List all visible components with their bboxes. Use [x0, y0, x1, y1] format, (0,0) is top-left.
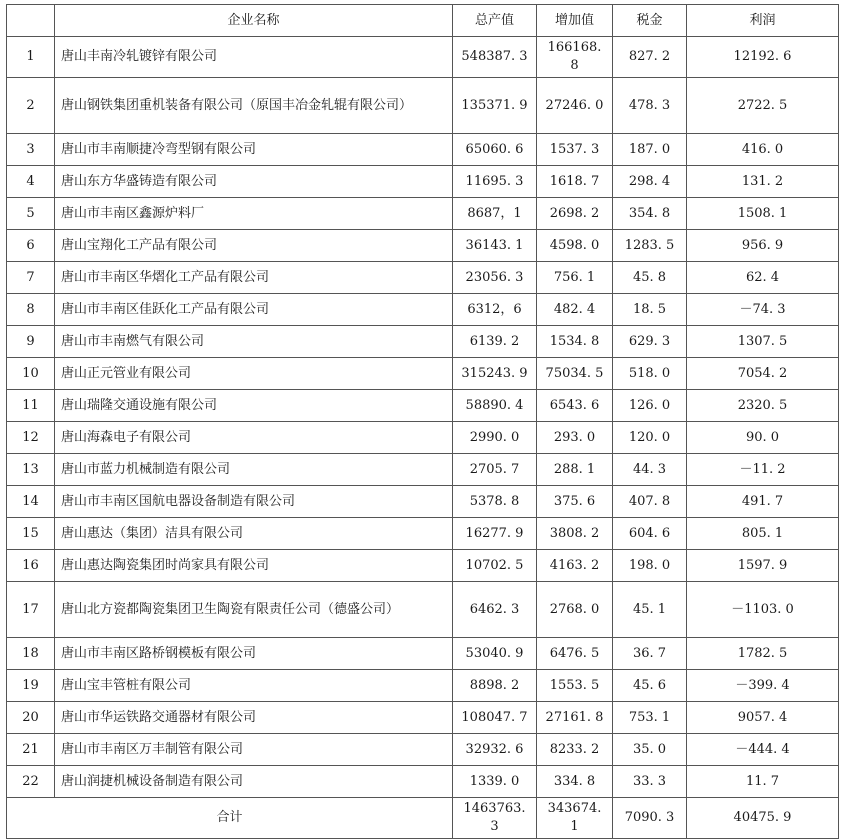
row-tax: 629. 3 — [613, 326, 687, 358]
table-row — [7, 134, 839, 166]
row-tax: 187. 0 — [613, 134, 687, 166]
total-profit: 40475. 9 — [687, 798, 839, 839]
row-tax: 44. 3 — [613, 454, 687, 486]
enterprise-table — [6, 4, 839, 839]
table-row — [7, 422, 839, 454]
row-tax: 407. 8 — [613, 486, 687, 518]
header-gross-output: 总产值 — [453, 5, 537, 37]
row-profit: 1782. 5 — [687, 638, 839, 670]
row-index: 18 — [7, 638, 55, 670]
row-profit: 416. 0 — [687, 134, 839, 166]
row-value-added: 334. 8 — [537, 766, 613, 798]
row-value-added: 27161. 8 — [537, 702, 613, 734]
row-tax: 518. 0 — [613, 358, 687, 390]
row-profit: －444. 4 — [687, 734, 839, 766]
row-index: 12 — [7, 422, 55, 454]
row-index: 13 — [7, 454, 55, 486]
row-gross-output: 1339. 0 — [453, 766, 537, 798]
row-profit: －74. 3 — [687, 294, 839, 326]
enterprise-statistics-sheet — [6, 4, 839, 839]
row-profit: 2320. 5 — [687, 390, 839, 422]
row-gross-output: 36143. 1 — [453, 230, 537, 262]
row-company-name: 唐山正元管业有限公司 — [55, 358, 453, 390]
row-value-added: 288. 1 — [537, 454, 613, 486]
table-row — [7, 638, 839, 670]
row-index: 10 — [7, 358, 55, 390]
row-value-added: 1537. 3 — [537, 134, 613, 166]
row-profit: 7054. 2 — [687, 358, 839, 390]
table-row — [7, 454, 839, 486]
row-value-added: 6476. 5 — [537, 638, 613, 670]
table-row — [7, 550, 839, 582]
row-value-added: 3808. 2 — [537, 518, 613, 550]
row-tax: 35. 0 — [613, 734, 687, 766]
table-row — [7, 198, 839, 230]
header-index — [7, 5, 55, 37]
row-gross-output: 23056. 3 — [453, 262, 537, 294]
row-profit: 9057. 4 — [687, 702, 839, 734]
row-index: 9 — [7, 326, 55, 358]
row-index: 7 — [7, 262, 55, 294]
row-gross-output: 2990. 0 — [453, 422, 537, 454]
row-profit: 2722. 5 — [687, 78, 839, 134]
row-index: 20 — [7, 702, 55, 734]
row-value-added: 482. 4 — [537, 294, 613, 326]
row-company-name: 唐山市丰南区国航电器设备制造有限公司 — [55, 486, 453, 518]
row-tax: 827. 2 — [613, 37, 687, 78]
row-index: 16 — [7, 550, 55, 582]
row-value-added: 375. 6 — [537, 486, 613, 518]
row-profit: 131. 2 — [687, 166, 839, 198]
row-gross-output: 32932. 6 — [453, 734, 537, 766]
row-gross-output: 8687，1 — [453, 198, 537, 230]
row-company-name: 唐山惠达（集团）洁具有限公司 — [55, 518, 453, 550]
row-profit: 1307. 5 — [687, 326, 839, 358]
row-value-added: 2768. 0 — [537, 582, 613, 638]
row-company-name: 唐山宝翔化工产品有限公司 — [55, 230, 453, 262]
total-tax: 7090. 3 — [613, 798, 687, 839]
table-row — [7, 582, 839, 638]
row-company-name: 唐山市华运铁路交通器材有限公司 — [55, 702, 453, 734]
row-profit: －11. 2 — [687, 454, 839, 486]
row-gross-output: 16277. 9 — [453, 518, 537, 550]
row-tax: 753. 1 — [613, 702, 687, 734]
row-value-added: 6543. 6 — [537, 390, 613, 422]
row-value-added: 27246. 0 — [537, 78, 613, 134]
row-gross-output: 8898. 2 — [453, 670, 537, 702]
table-body — [7, 37, 839, 839]
header-company-name: 企业名称 — [55, 5, 453, 37]
row-gross-output: 6312，6 — [453, 294, 537, 326]
row-tax: 33. 3 — [613, 766, 687, 798]
total-gross-output: 1463763. 3 — [453, 798, 537, 839]
row-profit: 12192. 6 — [687, 37, 839, 78]
table-row — [7, 326, 839, 358]
row-value-added: 1553. 5 — [537, 670, 613, 702]
row-index: 21 — [7, 734, 55, 766]
total-label: 合计 — [7, 798, 453, 839]
row-index: 8 — [7, 294, 55, 326]
table-row — [7, 734, 839, 766]
row-tax: 604. 6 — [613, 518, 687, 550]
row-profit: 1508. 1 — [687, 198, 839, 230]
row-profit: 491. 7 — [687, 486, 839, 518]
row-index: 6 — [7, 230, 55, 262]
table-row — [7, 230, 839, 262]
table-row — [7, 358, 839, 390]
row-tax: 1283. 5 — [613, 230, 687, 262]
row-tax: 45. 8 — [613, 262, 687, 294]
row-index: 22 — [7, 766, 55, 798]
table-row — [7, 670, 839, 702]
row-profit: 11. 7 — [687, 766, 839, 798]
row-index: 17 — [7, 582, 55, 638]
row-index: 2 — [7, 78, 55, 134]
row-tax: 18. 5 — [613, 294, 687, 326]
total-row — [7, 798, 839, 839]
table-row — [7, 78, 839, 134]
row-index: 19 — [7, 670, 55, 702]
row-index: 3 — [7, 134, 55, 166]
total-value-added: 343674. 1 — [537, 798, 613, 839]
header-tax: 税金 — [613, 5, 687, 37]
table-row — [7, 486, 839, 518]
row-gross-output: 53040. 9 — [453, 638, 537, 670]
row-tax: 478. 3 — [613, 78, 687, 134]
row-tax: 126. 0 — [613, 390, 687, 422]
row-value-added: 8233. 2 — [537, 734, 613, 766]
row-value-added: 2698. 2 — [537, 198, 613, 230]
row-value-added: 4598. 0 — [537, 230, 613, 262]
row-value-added: 166168. 8 — [537, 37, 613, 78]
row-company-name: 唐山市蓝力机械制造有限公司 — [55, 454, 453, 486]
row-tax: 354. 8 — [613, 198, 687, 230]
row-tax: 36. 7 — [613, 638, 687, 670]
row-gross-output: 6462. 3 — [453, 582, 537, 638]
row-gross-output: 548387. 3 — [453, 37, 537, 78]
table-row — [7, 702, 839, 734]
row-value-added: 1618. 7 — [537, 166, 613, 198]
row-company-name: 唐山市丰南区鑫源炉料厂 — [55, 198, 453, 230]
row-profit: 90. 0 — [687, 422, 839, 454]
row-profit: －399. 4 — [687, 670, 839, 702]
row-company-name: 唐山市丰南区华熠化工产品有限公司 — [55, 262, 453, 294]
row-gross-output: 2705. 7 — [453, 454, 537, 486]
row-tax: 198. 0 — [613, 550, 687, 582]
row-value-added: 4163. 2 — [537, 550, 613, 582]
table-row — [7, 37, 839, 78]
header-row — [7, 5, 839, 37]
row-gross-output: 5378. 8 — [453, 486, 537, 518]
row-value-added: 75034. 5 — [537, 358, 613, 390]
row-profit: －1103. 0 — [687, 582, 839, 638]
row-company-name: 唐山北方瓷都陶瓷集团卫生陶瓷有限责任公司（德盛公司） — [55, 582, 453, 638]
row-index: 11 — [7, 390, 55, 422]
table-row — [7, 294, 839, 326]
row-gross-output: 135371. 9 — [453, 78, 537, 134]
row-gross-output: 10702. 5 — [453, 550, 537, 582]
row-index: 14 — [7, 486, 55, 518]
row-index: 5 — [7, 198, 55, 230]
table-row — [7, 262, 839, 294]
row-tax: 120. 0 — [613, 422, 687, 454]
row-profit: 956. 9 — [687, 230, 839, 262]
row-company-name: 唐山市丰南区路桥钢模板有限公司 — [55, 638, 453, 670]
row-value-added: 1534. 8 — [537, 326, 613, 358]
table-row — [7, 518, 839, 550]
table-header — [7, 5, 839, 37]
table-row — [7, 166, 839, 198]
row-company-name: 唐山海森电子有限公司 — [55, 422, 453, 454]
row-gross-output: 108047. 7 — [453, 702, 537, 734]
header-value-added: 增加值 — [537, 5, 613, 37]
row-company-name: 唐山宝丰管桩有限公司 — [55, 670, 453, 702]
row-index: 4 — [7, 166, 55, 198]
row-company-name: 唐山市丰南顺捷冷弯型钢有限公司 — [55, 134, 453, 166]
row-profit: 1597. 9 — [687, 550, 839, 582]
row-gross-output: 315243. 9 — [453, 358, 537, 390]
row-company-name: 唐山润捷机械设备制造有限公司 — [55, 766, 453, 798]
row-gross-output: 6139. 2 — [453, 326, 537, 358]
row-gross-output: 11695. 3 — [453, 166, 537, 198]
row-company-name: 唐山钢铁集团重机装备有限公司（原国丰冶金轧辊有限公司） — [55, 78, 453, 134]
row-company-name: 唐山丰南冷轧镀锌有限公司 — [55, 37, 453, 78]
row-gross-output: 58890. 4 — [453, 390, 537, 422]
table-row — [7, 766, 839, 798]
row-index: 15 — [7, 518, 55, 550]
row-value-added: 756. 1 — [537, 262, 613, 294]
row-company-name: 唐山瑞隆交通设施有限公司 — [55, 390, 453, 422]
row-value-added: 293. 0 — [537, 422, 613, 454]
row-tax: 45. 1 — [613, 582, 687, 638]
row-tax: 45. 6 — [613, 670, 687, 702]
row-tax: 298. 4 — [613, 166, 687, 198]
table-row — [7, 390, 839, 422]
row-company-name: 唐山市丰南区万丰制管有限公司 — [55, 734, 453, 766]
row-company-name: 唐山惠达陶瓷集团时尚家具有限公司 — [55, 550, 453, 582]
row-company-name: 唐山市丰南燃气有限公司 — [55, 326, 453, 358]
row-profit: 62. 4 — [687, 262, 839, 294]
row-gross-output: 65060. 6 — [453, 134, 537, 166]
header-profit: 利润 — [687, 5, 839, 37]
row-index: 1 — [7, 37, 55, 78]
row-company-name: 唐山东方华盛铸造有限公司 — [55, 166, 453, 198]
row-profit: 805. 1 — [687, 518, 839, 550]
row-company-name: 唐山市丰南区佳跃化工产品有限公司 — [55, 294, 453, 326]
